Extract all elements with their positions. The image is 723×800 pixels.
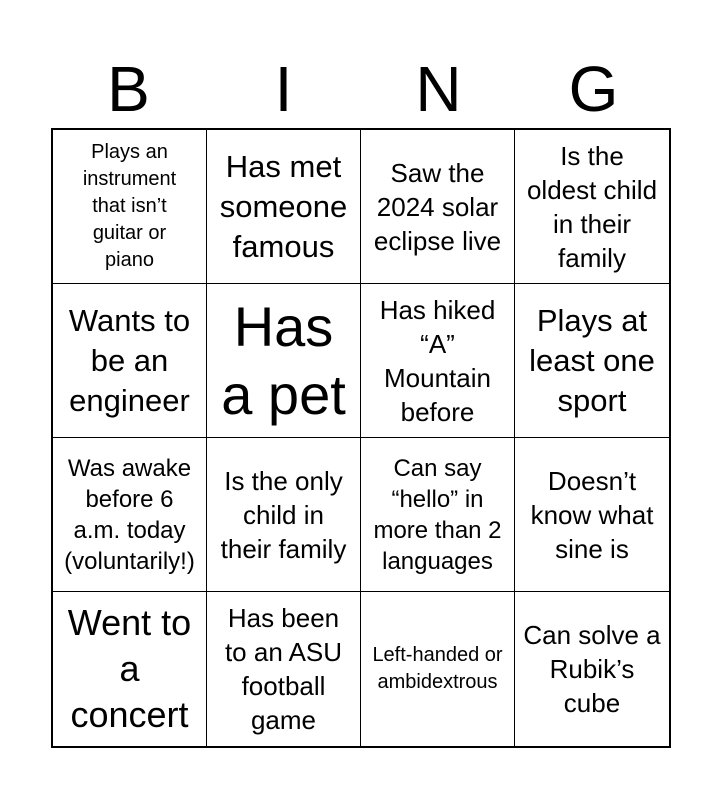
bingo-cell[interactable]: [515, 284, 669, 438]
bingo-cell-text: Can say “hello” in more than 2 languages: [373, 454, 502, 575]
bingo-cell[interactable]: [53, 438, 207, 592]
bingo-cell-text: Has a pet: [221, 294, 346, 426]
bingo-cell[interactable]: [207, 592, 361, 746]
bingo-cell-text: Is the oldest child in their family: [526, 140, 658, 273]
bingo-cell-text: Wants to be an engineer: [68, 302, 191, 418]
header-letter-n: N: [415, 53, 462, 125]
bingo-cell-text: Left-handed or ambidextrous: [372, 644, 503, 693]
bingo-cell-text: Plays at least one sport: [529, 302, 655, 418]
header-letter-b: B: [107, 53, 150, 125]
bingo-cell[interactable]: [207, 130, 361, 284]
bingo-cell-text: Was awake before 6 a.m. today (voluntarily!): [64, 454, 195, 575]
header-letter-g: G: [568, 53, 619, 125]
bingo-cell[interactable]: [53, 284, 207, 438]
bingo-cell-text: Saw the 2024 solar eclipse live: [373, 157, 502, 256]
bingo-cell-text: Has met someone famous: [219, 148, 348, 264]
bingo-cell-text: Plays an instrument that isn’t guitar or piano: [82, 141, 177, 271]
bingo-cell-text: Has been to an ASU football game: [224, 603, 343, 735]
bingo-cell[interactable]: [515, 592, 669, 746]
bingo-board: [51, 128, 671, 748]
bingo-cell[interactable]: [53, 130, 207, 284]
bingo-cell-text: Went to a concert: [67, 602, 192, 735]
bingo-cell[interactable]: [361, 592, 515, 746]
bingo-cell-text: Is the only child in their family: [220, 465, 347, 564]
bingo-cell[interactable]: [361, 438, 515, 592]
bingo-cell-text: Has hiked “A” Mountain before: [379, 294, 496, 427]
bingo-header: [51, 50, 671, 128]
bingo-cell[interactable]: [207, 438, 361, 592]
bingo-cell[interactable]: [361, 130, 515, 284]
bingo-cell[interactable]: [53, 592, 207, 746]
bingo-cell[interactable]: [361, 284, 515, 438]
bingo-cell-free[interactable]: [207, 284, 361, 438]
bingo-cell-text: Doesn’t know what sine is: [530, 465, 654, 564]
bingo-cell[interactable]: [515, 438, 669, 592]
bingo-cell-text: Can solve a Rubik’s cube: [523, 620, 661, 718]
bingo-cell[interactable]: [515, 130, 669, 284]
header-letter-i: I: [274, 53, 293, 125]
